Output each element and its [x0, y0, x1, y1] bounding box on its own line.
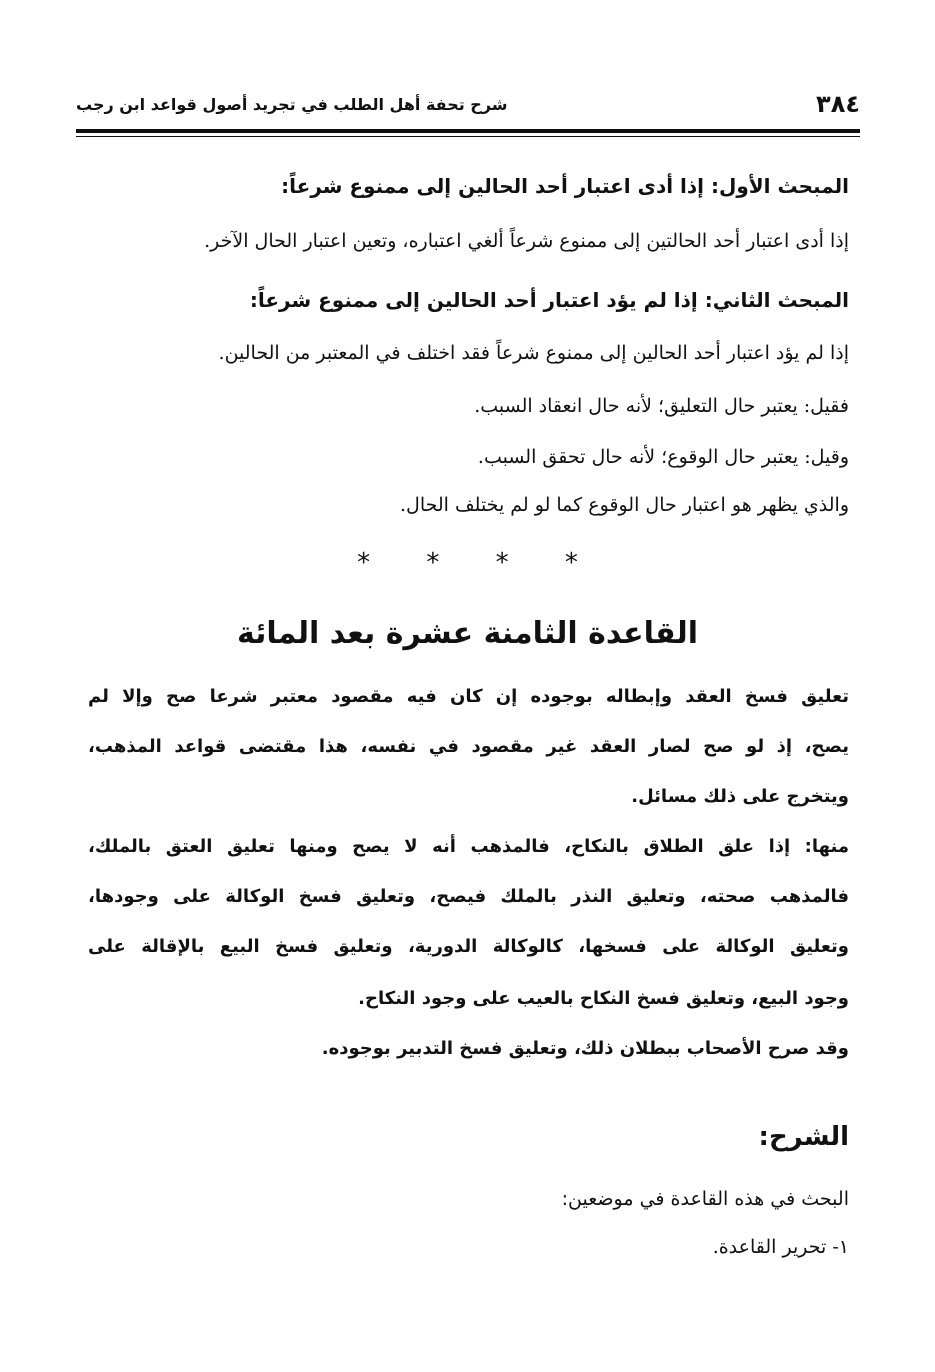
header-rule-thin	[76, 136, 860, 137]
sharh-heading: الشرح:	[758, 1122, 849, 1152]
rule-text-line: يصح، إذ لو صح لصار العقد غير مقصود في نفسه، هذا مقتضى قواعد المذهب،	[88, 736, 849, 757]
section2-line: إذا لم يؤد اعتبار أحد الحالين إلى ممنوع شرعاً فقد اختلف في المعتبر من الحالين.	[218, 342, 849, 364]
page-number: ٣٨٤	[816, 90, 860, 118]
section1-text: إذا أدى اعتبار أحد الحالتين إلى ممنوع شرعاً ألغي اعتباره، وتعين اعتبار الحال الآخر.	[204, 230, 849, 252]
section2-line: فقيل: يعتبر حال التعليق؛ لأنه حال انعقاد السبب.	[474, 395, 849, 417]
rule-text-line: ويتخرج على ذلك مسائل.	[631, 786, 849, 807]
sharh-intro: البحث في هذه القاعدة في موضعين:	[561, 1188, 849, 1210]
asterisk-ornament: *	[495, 548, 509, 578]
rule-text-line: وجود البيع، وتعليق فسخ النكاح بالعيب على وجود النكاح.	[358, 988, 849, 1009]
sharh-list-item: ١- تحرير القاعدة.	[712, 1236, 849, 1258]
section-separator	[0, 548, 935, 578]
rule-text-line: وقد صرح الأصحاب ببطلان ذلك، وتعليق فسخ التدبير بوجوده.	[321, 1038, 849, 1059]
rule-text-line: منها: إذا علق الطلاق بالنكاح، فالمذهب أنه لا يصح ومنها تعليق العتق بالملك،	[88, 836, 849, 857]
section2-heading: المبحث الثاني: إذا لم يؤد اعتبار أحد الحالين إلى ممنوع شرعاً:	[249, 288, 849, 312]
rule-title: القاعدة الثامنة عشرة بعد المائة	[236, 616, 699, 651]
section2-line: والذي يظهر هو اعتبار حال الوقوع كما لو لم يختلف الحال.	[399, 494, 849, 516]
rule-text-line: وتعليق الوكالة على فسخها، كالوكالة الدورية، وتعليق فسخ البيع بالإقالة على	[88, 936, 849, 957]
section2-line: وقيل: يعتبر حال الوقوع؛ لأنه حال تحقق السبب.	[477, 446, 849, 468]
rule-text-line: فالمذهب صحته، وتعليق النذر بالملك فيصح، وتعليق فسخ الوكالة على وجودها،	[88, 886, 849, 907]
asterisk-ornament: *	[564, 548, 578, 578]
asterisk-ornament: *	[357, 548, 371, 578]
running-title: شرح تحفة أهل الطلب في تجريد أصول قواعد ابن رجب	[76, 94, 508, 114]
header-rule-thick	[76, 129, 860, 133]
rule-text-line: تعليق فسخ العقد وإبطاله بوجوده إن كان فيه مقصود معتبر شرعا صح وإلا لم	[88, 686, 849, 707]
asterisk-ornament: *	[426, 548, 440, 578]
section1-heading: المبحث الأول: إذا أدى اعتبار أحد الحالين إلى ممنوع شرعاً:	[281, 174, 849, 198]
page-header	[76, 88, 860, 120]
